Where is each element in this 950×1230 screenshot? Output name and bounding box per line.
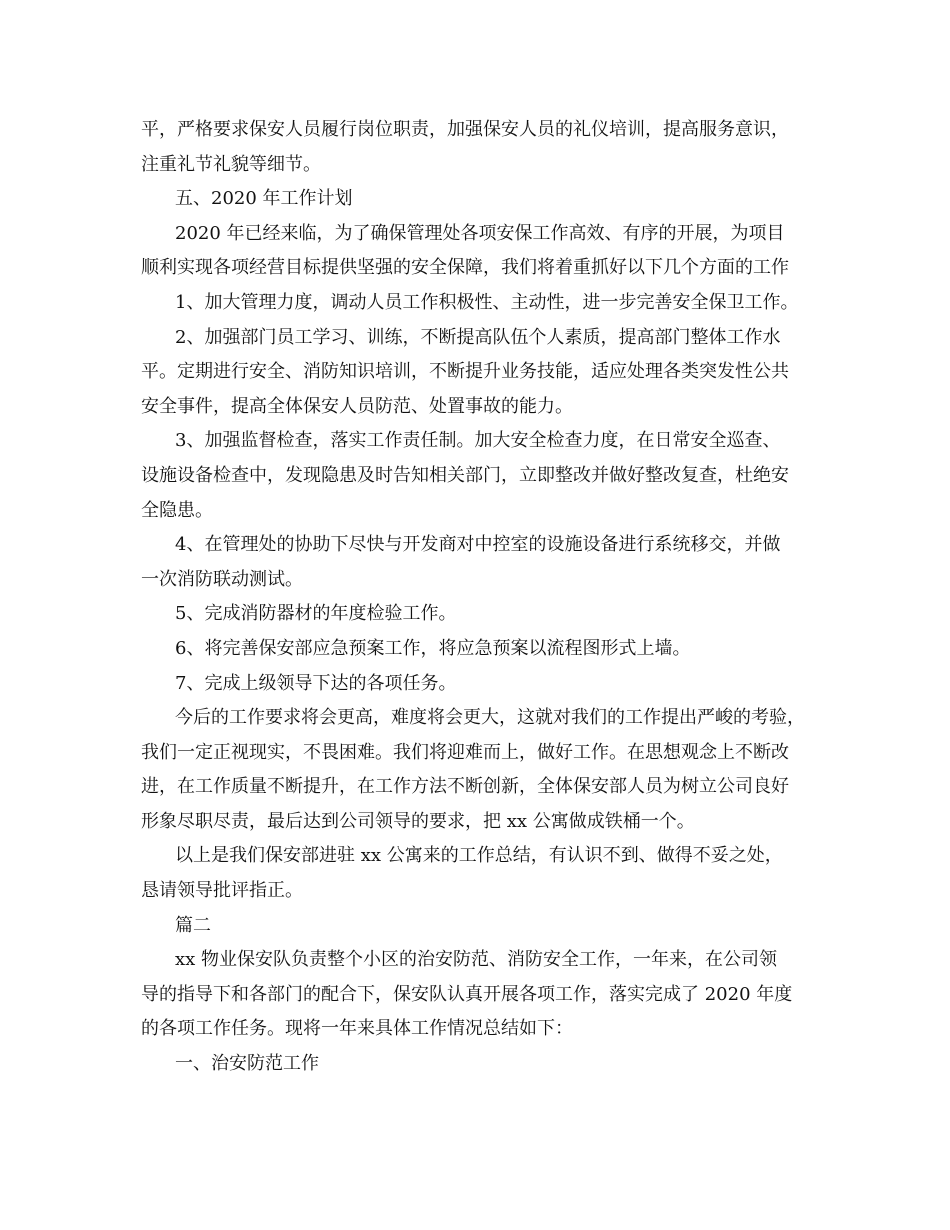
text-line: 6、将完善保安部应急预案工作，将应急预案以流程图形式上墙。 [175,637,691,659]
text-line: 2020 年已经来临，为了确保管理处各项安保工作高效、有序的开展，为项目 [175,222,785,244]
text-line: 平。定期进行安全、消防知识培训，不断提升业务技能，适应处理各类突发性公共 [141,361,789,383]
text-line: 一、治安防范工作 [175,1053,319,1075]
text-line: 3、加强监督检查，落实工作责任制。加大安全检查力度，在日常安全巡查、 [175,430,781,452]
text-line: 顺利实现各项经营目标提供坚强的安全保障，我们将着重抓好以下几个方面的工作 [141,257,789,279]
text-line: 一次消防联动测试。 [141,568,303,590]
document-body [141,113,813,1082]
text-line: 7、完成上级领导下达的各项任务。 [175,672,457,694]
text-line: 平，严格要求保安人员履行岗位职责，加强保安人员的礼仪培训，提高服务意识， [141,119,789,140]
text-line: 进，在工作质量不断提升，在工作方法不断创新，全体保安部人员为树立公司良好 [141,776,789,798]
text-line: 导的指导下和各部门的配合下，保安队认真开展各项工作，落实完成了 2020 年度 [141,983,793,1005]
text-line: 我们一定正视现实，不畏困难。我们将迎难而上，做好工作。在思想观念上不断改 [141,741,789,763]
text-line: 注重礼节礼貌等细节。 [141,153,321,175]
text-line: 全隐患。 [141,499,213,521]
text-line: 4、在管理处的协助下尽快与开发商对中控室的设施设备进行系统移交，并做 [175,534,781,556]
text-line: 今后的工作要求将会更高，难度将会更大，这就对我们的工作提出严峻的考验， [175,707,805,729]
text-line: 设施设备检查中，发现隐患及时告知相关部门，立即整改并做好整改复查，杜绝安 [141,464,789,486]
text-line: 的各项工作任务。现将一年来具体工作情况总结如下： [141,1018,573,1040]
text-line: 形象尽职尽责，最后达到公司领导的要求，把 xx 公寓做成铁桶一个。 [141,810,695,832]
text-line: 2、加强部门员工学习、训练，不断提高队伍个人素质，提高部门整体工作水 [175,326,781,348]
text-line: 安全事件，提高全体保安人员防范、处置事故的能力。 [141,395,573,417]
text-line: 以上是我们保安部进驻 xx 公寓来的工作总结，有认识不到、做得不妥之处， [175,845,783,867]
text-line: 恳请领导批评指正。 [141,880,303,902]
text-line: 五、2020 年工作计划 [175,188,353,210]
text-line: 1、加大管理力度，调动人员工作积极性、主动性，进一步完善安全保卫工作。 [175,291,799,313]
text-line: 篇二 [175,914,211,936]
text-line: xx 物业保安队负责整个小区的治安防范、消防安全工作，一年来，在公司领 [175,949,778,971]
text-line: 5、完成消防器材的年度检验工作。 [175,603,457,625]
